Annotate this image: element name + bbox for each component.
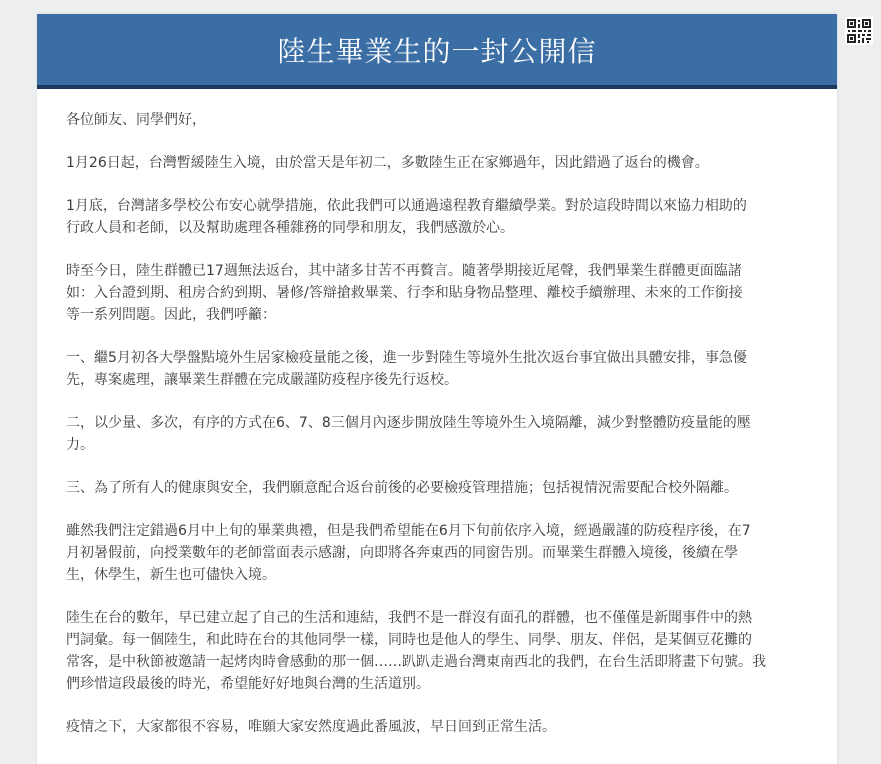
letter-paragraph: 二，以少量、多次，有序的方式在6、7、8三個月內逐步開放陸生等境外生入境隔離，減少對整體防疫量能的壓 力。 xyxy=(66,415,751,453)
qr-code-icon[interactable] xyxy=(845,17,873,45)
letter-paragraph: 三、為了所有人的健康與安全，我們願意配合返台前後的必要檢疫管理措施；包括視情況需要配合校外隔離。 xyxy=(66,480,738,496)
letter-paragraph: 陸生在台的數年，早已建立起了自己的生活和連結，我們不是一群沒有面孔的群體，也不僅僅是新聞事件中的熱 門詞彙。每一個陸生，和此時在台的其他同學一樣，同時也是他人的學生、同學、朋友、伴侶，是某個豆花攤的 常客，是中秋節被邀請一起烤肉時會感動的那一個……趴趴走過台灣東南西北的我們，在台生活即將畫下句號。我 們珍惜這段最後的時光，希望能好好地與台灣的生活道別。 xyxy=(66,610,766,692)
letter-body xyxy=(37,89,837,738)
letter-paragraph: 疫情之下，大家都很不容易，唯願大家安然度過此番風波，早日回到正常生活。 xyxy=(66,719,556,735)
page-title: 陸生畢業生的一封公開信 xyxy=(277,34,597,68)
letter-card xyxy=(37,14,837,764)
letter-paragraph: 時至今日，陸生群體已17週無法返台，其中諸多甘苦不再贅言。隨著學期接近尾聲，我們畢業生群體更面臨諸 如：入台證到期、租房合約到期、暑修/答辯搶救畢業、行李和貼身物品整理、離校手續辦理、未來的工作銜接 等一系列問題。因此，我們呼籲： xyxy=(66,263,743,323)
letter-paragraph: 一、繼5月初各大學盤點境外生居家檢疫量能之後，進一步對陸生等境外生批次返台事宜做出具體安排，事急優 先，專案處理，讓畢業生群體在完成嚴謹防疫程序後先行返校。 xyxy=(66,350,747,388)
letter-paragraph: 各位師友、同學們好， xyxy=(66,112,206,128)
letter-paragraph: 雖然我們注定錯過6月中上旬的畢業典禮，但是我們希望能在6月下旬前依序入境，經過嚴謹的防疫程序後，在7 月初暑假前，向授業數年的老師當面表示感謝，向即將各奔東西的同窗告別。而畢業生群體入境後，後續在學 生，休學生，新生也可儘快入境。 xyxy=(66,523,751,583)
letter-paragraph: 1月26日起，台灣暫緩陸生入境，由於當天是年初二，多數陸生正在家鄉過年，因此錯過了返台的機會。 xyxy=(66,155,709,171)
letter-paragraph: 1月底，台灣諸多學校公布安心就學措施，依此我們可以通過遠程教育繼續學業。對於這段時間以來協力相助的 行政人員和老師，以及幫助處理各種雜務的同學和朋友，我們感激於心。 xyxy=(66,198,747,236)
letter-header xyxy=(37,14,837,89)
